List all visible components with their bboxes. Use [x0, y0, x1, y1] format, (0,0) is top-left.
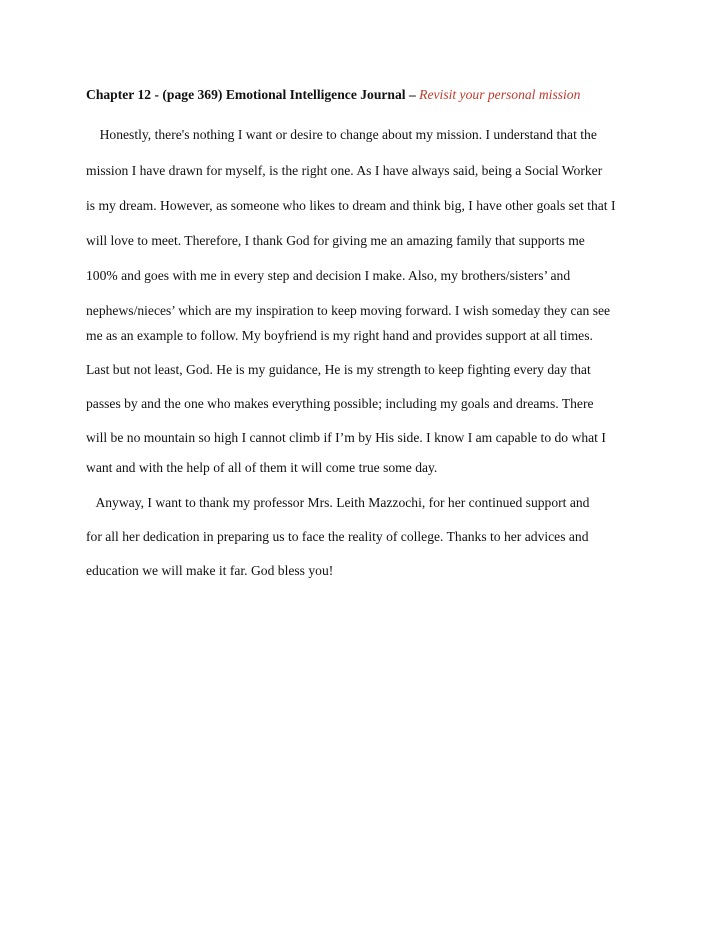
paragraph-line: will love to meet. Therefore, I thank God for giving me an amazing family that supports me [86, 233, 585, 248]
paragraph-line: me as an example to follow. My boyfriend is my right hand and provides support at all times. [86, 328, 593, 343]
paragraph-line: 100% and goes with me in every step and decision I make. Also, my brothers/sisters’ and [86, 268, 571, 283]
paragraph-line: will be no mountain so high I cannot climb if I’m by His side. I know I am capable to do what I [86, 430, 606, 445]
heading-separator: – [405, 87, 420, 102]
paragraph-line: mission I have drawn for myself, is the right one. As I have always said, being a Social Worker [86, 163, 603, 178]
paragraph-line: is my dream. However, as someone who likes to dream and think big, I have other goals set that I [86, 198, 616, 213]
paragraph-line: Honestly, there's nothing I want or desire to change about my mission. I understand that the [86, 127, 597, 142]
paragraph-line: want and with the help of all of them it will come true some day. [86, 460, 438, 475]
paragraph-line: Last but not least, God. He is my guidance, He is my strength to keep fighting every day that [86, 362, 591, 377]
paragraph-line: Anyway, I want to thank my professor Mrs. Leith Mazzochi, for her continued support and [86, 495, 590, 510]
heading-subtitle: Revisit your personal mission [419, 87, 581, 102]
paragraph-line: education we will make it far. God bless you! [86, 563, 334, 578]
paragraph-line: passes by and the one who makes everything possible; including my goals and dreams. There [86, 396, 594, 411]
heading-title: Chapter 12 - (page 369) Emotional Intelligence Journal [86, 87, 406, 102]
document-heading [86, 86, 686, 104]
paragraph-line: for all her dedication in preparing us to face the reality of college. Thanks to her advices and [86, 529, 589, 544]
paragraph-line: nephews/nieces’ which are my inspiration to keep moving forward. I wish someday they can see [86, 303, 611, 318]
